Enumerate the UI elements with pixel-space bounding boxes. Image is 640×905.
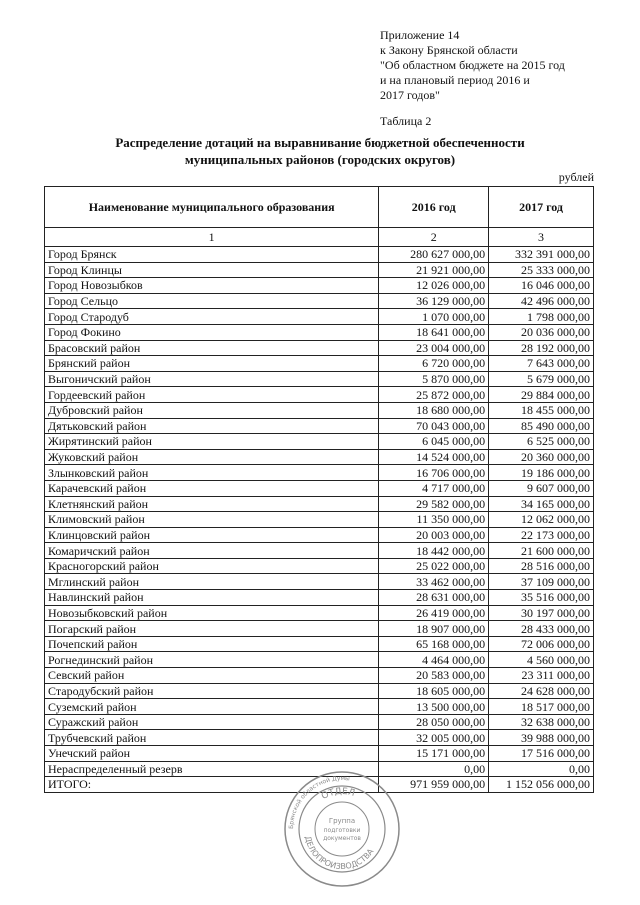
row-name: Гордеевский район bbox=[45, 387, 379, 403]
row-value-2017: 6 525 000,00 bbox=[489, 434, 594, 450]
row-name: Город Стародуб bbox=[45, 309, 379, 325]
row-name: Брянский район bbox=[45, 356, 379, 372]
row-name: Климовский район bbox=[45, 512, 379, 528]
table-row bbox=[45, 683, 594, 699]
row-name: Город Сельцо bbox=[45, 293, 379, 309]
row-name: Мглинский район bbox=[45, 574, 379, 590]
row-value-2016: 6 045 000,00 bbox=[379, 434, 489, 450]
row-value-2016: 25 022 000,00 bbox=[379, 558, 489, 574]
row-name: Красногорский район bbox=[45, 558, 379, 574]
row-value-2016: 25 872 000,00 bbox=[379, 387, 489, 403]
row-value-2016: 18 641 000,00 bbox=[379, 324, 489, 340]
row-value-2016: 29 582 000,00 bbox=[379, 496, 489, 512]
table-row bbox=[45, 699, 594, 715]
row-value-2017: 29 884 000,00 bbox=[489, 387, 594, 403]
row-value-2017: 28 192 000,00 bbox=[489, 340, 594, 356]
row-value-2017: 85 490 000,00 bbox=[489, 418, 594, 434]
table-row bbox=[45, 356, 594, 372]
table-number: Таблица 2 bbox=[380, 114, 432, 128]
table-row bbox=[45, 278, 594, 294]
row-name: Трубчевский район bbox=[45, 730, 379, 746]
table-row bbox=[45, 668, 594, 684]
row-value-2016: 65 168 000,00 bbox=[379, 636, 489, 652]
row-value-2016: 18 442 000,00 bbox=[379, 543, 489, 559]
row-value-2016: 5 870 000,00 bbox=[379, 371, 489, 387]
row-value-2017: 24 628 000,00 bbox=[489, 683, 594, 699]
row-value-2016: 23 004 000,00 bbox=[379, 340, 489, 356]
table-row bbox=[45, 730, 594, 746]
row-value-2017: 30 197 000,00 bbox=[489, 605, 594, 621]
row-value-2016: 6 720 000,00 bbox=[379, 356, 489, 372]
row-value-2016: 12 026 000,00 bbox=[379, 278, 489, 294]
row-value-2016: 16 706 000,00 bbox=[379, 465, 489, 481]
row-value-2017: 25 333 000,00 bbox=[489, 262, 594, 278]
table-row bbox=[45, 309, 594, 325]
row-value-2017: 20 036 000,00 bbox=[489, 324, 594, 340]
row-value-2016: 20 003 000,00 bbox=[379, 527, 489, 543]
header-2017: 2017 год bbox=[489, 187, 594, 228]
column-number-1: 1 bbox=[45, 228, 379, 247]
row-value-2016: 18 605 000,00 bbox=[379, 683, 489, 699]
column-number-3: 3 bbox=[489, 228, 594, 247]
table-row bbox=[45, 714, 594, 730]
row-value-2016: 971 959 000,00 bbox=[379, 777, 489, 793]
row-value-2017: 0,00 bbox=[489, 761, 594, 777]
row-value-2017: 5 679 000,00 bbox=[489, 371, 594, 387]
column-number-row bbox=[45, 228, 594, 247]
row-value-2017: 332 391 000,00 bbox=[489, 247, 594, 263]
appendix-reference bbox=[380, 28, 565, 103]
row-name: Новозыбковский район bbox=[45, 605, 379, 621]
table-row bbox=[45, 527, 594, 543]
table-row bbox=[45, 636, 594, 652]
row-name: Город Фокино bbox=[45, 324, 379, 340]
table-row bbox=[45, 402, 594, 418]
table-row bbox=[45, 387, 594, 403]
row-value-2016: 28 050 000,00 bbox=[379, 714, 489, 730]
row-name: Дятьковский район bbox=[45, 418, 379, 434]
table-row bbox=[45, 652, 594, 668]
row-value-2017: 28 516 000,00 bbox=[489, 558, 594, 574]
row-name: Брасовский район bbox=[45, 340, 379, 356]
row-value-2016: 4 464 000,00 bbox=[379, 652, 489, 668]
row-value-2016: 14 524 000,00 bbox=[379, 449, 489, 465]
row-value-2016: 18 680 000,00 bbox=[379, 402, 489, 418]
table-row bbox=[45, 262, 594, 278]
row-value-2016: 70 043 000,00 bbox=[379, 418, 489, 434]
row-value-2016: 28 631 000,00 bbox=[379, 590, 489, 606]
appendix-line-5: 2017 годов" bbox=[380, 88, 440, 102]
row-value-2017: 35 516 000,00 bbox=[489, 590, 594, 606]
row-value-2017: 19 186 000,00 bbox=[489, 465, 594, 481]
table-row bbox=[45, 293, 594, 309]
row-value-2017: 34 165 000,00 bbox=[489, 496, 594, 512]
appendix-line-2: к Закону Брянской области bbox=[380, 43, 518, 57]
row-value-2016: 18 907 000,00 bbox=[379, 621, 489, 637]
row-value-2017: 21 600 000,00 bbox=[489, 543, 594, 559]
row-value-2017: 7 643 000,00 bbox=[489, 356, 594, 372]
appendix-line-1: Приложение 14 bbox=[380, 28, 460, 42]
table-row bbox=[45, 621, 594, 637]
row-name: Стародубский район bbox=[45, 683, 379, 699]
table-row bbox=[45, 543, 594, 559]
stamp-top-text: ОТДЕЛ bbox=[320, 786, 356, 802]
row-name: Выгоничский район bbox=[45, 371, 379, 387]
row-value-2017: 17 516 000,00 bbox=[489, 746, 594, 762]
title-line-1: Распределение дотаций на выравнивание бюджетной обеспеченности bbox=[115, 135, 525, 150]
currency-unit: рублей bbox=[558, 170, 594, 184]
row-value-2016: 4 717 000,00 bbox=[379, 480, 489, 496]
table-row bbox=[45, 324, 594, 340]
row-value-2017: 1 798 000,00 bbox=[489, 309, 594, 325]
table-row bbox=[45, 746, 594, 762]
row-name: Жуковский район bbox=[45, 449, 379, 465]
table-row bbox=[45, 340, 594, 356]
subsidy-table bbox=[44, 186, 594, 793]
row-value-2017: 72 006 000,00 bbox=[489, 636, 594, 652]
table-row bbox=[45, 480, 594, 496]
row-value-2016: 26 419 000,00 bbox=[379, 605, 489, 621]
row-name: Рогнединский район bbox=[45, 652, 379, 668]
table-row bbox=[45, 512, 594, 528]
stamp-inner-line-1: Группа bbox=[328, 817, 356, 825]
row-value-2016: 1 070 000,00 bbox=[379, 309, 489, 325]
row-name: Город Новозыбков bbox=[45, 278, 379, 294]
row-value-2016: 13 500 000,00 bbox=[379, 699, 489, 715]
office-stamp bbox=[283, 770, 401, 888]
row-name: Клетнянский район bbox=[45, 496, 379, 512]
row-name: Жирятинский район bbox=[45, 434, 379, 450]
row-name: Почепский район bbox=[45, 636, 379, 652]
header-name: Наименование муниципального образования bbox=[45, 187, 379, 228]
row-value-2017: 18 517 000,00 bbox=[489, 699, 594, 715]
table-row bbox=[45, 605, 594, 621]
row-value-2016: 21 921 000,00 bbox=[379, 262, 489, 278]
table-header-row bbox=[45, 187, 594, 228]
row-name: Унечский район bbox=[45, 746, 379, 762]
table-row bbox=[45, 418, 594, 434]
table-row bbox=[45, 574, 594, 590]
row-name: Комаричский район bbox=[45, 543, 379, 559]
row-value-2017: 37 109 000,00 bbox=[489, 574, 594, 590]
row-value-2016: 11 350 000,00 bbox=[379, 512, 489, 528]
row-value-2016: 33 462 000,00 bbox=[379, 574, 489, 590]
stamp-ring-text: Брянской областной Думы bbox=[287, 774, 351, 830]
row-value-2016: 15 171 000,00 bbox=[379, 746, 489, 762]
row-value-2017: 39 988 000,00 bbox=[489, 730, 594, 746]
row-name: Карачевский район bbox=[45, 480, 379, 496]
row-name: Нераспределенный резерв bbox=[45, 761, 379, 777]
row-value-2017: 32 638 000,00 bbox=[489, 714, 594, 730]
table-row bbox=[45, 590, 594, 606]
row-name: ИТОГО: bbox=[45, 777, 379, 793]
header-2016: 2016 год bbox=[379, 187, 489, 228]
row-value-2017: 9 607 000,00 bbox=[489, 480, 594, 496]
row-name: Город Брянск bbox=[45, 247, 379, 263]
document-title bbox=[40, 134, 600, 168]
row-value-2016: 32 005 000,00 bbox=[379, 730, 489, 746]
table-row bbox=[45, 465, 594, 481]
stamp-inner-line-3: документов bbox=[323, 835, 361, 842]
table-row bbox=[45, 449, 594, 465]
row-name: Суражский район bbox=[45, 714, 379, 730]
table-row bbox=[45, 247, 594, 263]
row-name: Дубровский район bbox=[45, 402, 379, 418]
stamp-inner-line-2: подготовки bbox=[323, 827, 361, 834]
row-name: Город Клинцы bbox=[45, 262, 379, 278]
row-value-2016: 280 627 000,00 bbox=[379, 247, 489, 263]
row-name: Навлинский район bbox=[45, 590, 379, 606]
table-row bbox=[45, 434, 594, 450]
row-name: Клинцовский район bbox=[45, 527, 379, 543]
column-number-2: 2 bbox=[379, 228, 489, 247]
table-row bbox=[45, 496, 594, 512]
row-value-2017: 12 062 000,00 bbox=[489, 512, 594, 528]
appendix-line-4: и на плановый период 2016 и bbox=[380, 73, 530, 87]
row-value-2017: 23 311 000,00 bbox=[489, 668, 594, 684]
row-name: Севский район bbox=[45, 668, 379, 684]
row-value-2017: 16 046 000,00 bbox=[489, 278, 594, 294]
row-value-2016: 20 583 000,00 bbox=[379, 668, 489, 684]
row-name: Суземский район bbox=[45, 699, 379, 715]
row-value-2016: 0,00 bbox=[379, 761, 489, 777]
stamp-bottom-text: ДЕЛОПРОИЗВОДСТВА bbox=[303, 835, 376, 872]
table-row bbox=[45, 371, 594, 387]
row-value-2017: 4 560 000,00 bbox=[489, 652, 594, 668]
row-value-2017: 22 173 000,00 bbox=[489, 527, 594, 543]
table-row bbox=[45, 558, 594, 574]
row-value-2017: 20 360 000,00 bbox=[489, 449, 594, 465]
appendix-line-3: "Об областном бюджете на 2015 год bbox=[380, 58, 565, 72]
row-name: Злынковский район bbox=[45, 465, 379, 481]
row-value-2017: 18 455 000,00 bbox=[489, 402, 594, 418]
row-value-2017: 42 496 000,00 bbox=[489, 293, 594, 309]
title-line-2: муниципальных районов (городских округов) bbox=[184, 152, 456, 167]
row-value-2017: 1 152 056 000,00 bbox=[489, 777, 594, 793]
row-name: Погарский район bbox=[45, 621, 379, 637]
row-value-2016: 36 129 000,00 bbox=[379, 293, 489, 309]
row-value-2017: 28 433 000,00 bbox=[489, 621, 594, 637]
